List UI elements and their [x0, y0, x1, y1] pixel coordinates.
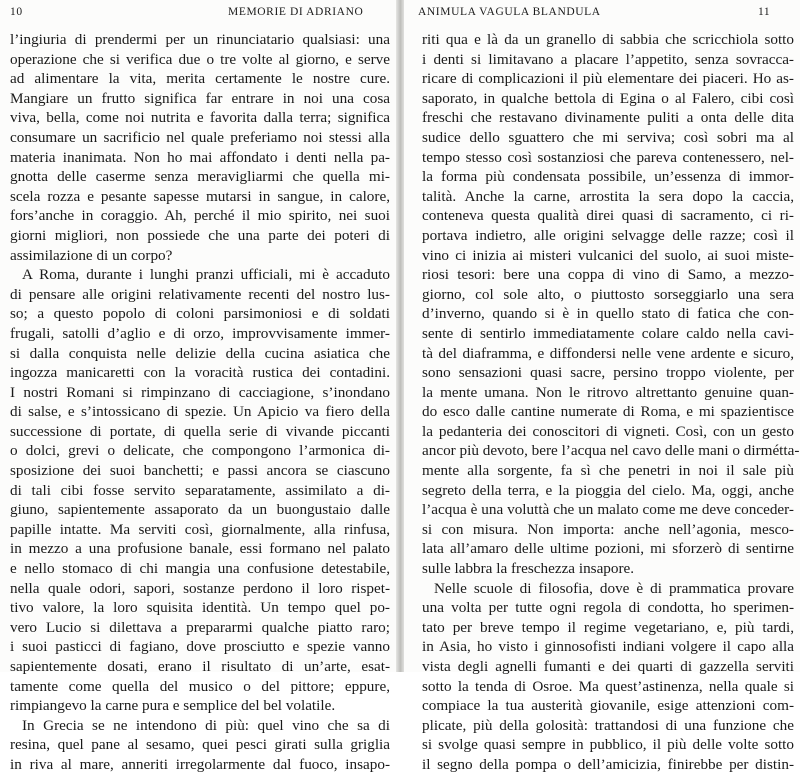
text-line: in mezzo a una profusione banale, essi formano nel palato [10, 540, 390, 558]
text-line: giuno, sapientemente assaporato da un buongustaio dalle [10, 501, 390, 519]
text-line: si dalla conquista nelle delizie della cucina asiatica che [10, 344, 390, 362]
text-line: o dolci, grevi o delicate, che compongono l’armonica di- [10, 442, 390, 460]
text-line: giorni migliori, non possiede che una parte dei poteri di [10, 226, 390, 244]
text-line: A Roma, durante i lunghi pranzi ufficiali, mi è accaduto [22, 266, 390, 284]
text-line: di salse, e s’intossicano di spezie. Un Apicio va fiero della [10, 403, 390, 421]
text-line: nella quale odori, sapori, sostanze perdono il loro rispet- [10, 579, 390, 597]
text-line: una volta per tutte ogni regola di condotta, ho sperimen- [422, 599, 794, 617]
text-line: so; a questo popolo di coloni parsimoniosi e di soldati [10, 305, 390, 323]
text-line: segreto della terra, e la pioggia del cielo. Ma, oggi, anche [422, 481, 794, 499]
text-line: e nello stomaco di chi mangia una confusione detestabile, [10, 560, 390, 578]
right-running-title: ANIMULA VAGULA BLANDULA [418, 6, 601, 18]
text-line: sulle labbra la freschezza insapore. [422, 560, 635, 578]
text-line: si svolge quasi sempre in pubblico, il più delle volte sotto [422, 736, 794, 754]
text-line: papille intatte. Ma serviti così, giornalmente, alla rinfusa, [10, 520, 390, 538]
text-line: il segno della pompa o dell’amicizia, finirebbe per distin- [422, 755, 794, 773]
text-line: d’inverno, quando si è in quello stato di fatica che con- [422, 305, 794, 323]
text-line: tato per breve tempo il regime vegetariano, e, più tardi, [422, 618, 794, 636]
text-line: la mente umana. Non le ritrovo altrettanto genuine quan- [422, 383, 794, 401]
text-line: la pedanteria dei conoscitori di vigneti. Così, con un gesto [422, 422, 794, 440]
text-line: la forma più condensata possibile, un’essenza di immor- [422, 168, 794, 186]
left-page [0, 0, 398, 773]
text-line: sudice dello sguattero che mi serviva; così sobri ma al [422, 128, 794, 146]
text-line: assimilazione di un corpo? [10, 246, 173, 264]
left-page-number: 10 [10, 6, 23, 18]
text-line: saporato, in qualche bettola di Egina o al Falero, cibi così [422, 89, 794, 107]
text-line: ricare di complicazioni il più elementare dei piaceri. Ho as- [422, 70, 794, 88]
text-line: I nostri Romani si rimpinzano di cacciagione, s’inondano [10, 383, 390, 401]
text-line: i denti si limitavano a placare l’appetito, senza sovracca- [422, 50, 794, 68]
text-line: materia inanimata. Non ho mai affondato i denti nella pa- [10, 148, 390, 166]
text-line: i suoi pasticci di fagiano, dove prosciutto e spezie vanno [10, 638, 390, 656]
text-line: vero Lucio si dilettava a prepararmi qualche piatto raro; [10, 618, 390, 636]
text-line: tà del diaframma, e diffondersi nelle vene ardente e sicuro, [422, 344, 794, 362]
text-line: sposizione dei suoi banchetti; e passi ancora se ciascuno [10, 462, 390, 480]
text-line: In Grecia se ne intendono di più: quel vino che sa di [22, 716, 390, 734]
text-line: rimpiangevo la carne pura e semplice del bel volatile. [10, 697, 336, 715]
text-line: riti qua e là da un granello di sabbia che scricchiola sotto [422, 31, 794, 48]
text-line: plicate, più della golosità: trattandosi di una funzione che [422, 716, 794, 734]
text-line: in riva al mare, anneriti irregolarmente dal fuoco, insapo- [10, 755, 390, 773]
text-line: si con misura. Non importa: anche nell’agonia, mesco- [422, 520, 794, 538]
text-line: l’ingiuria di prendermi per un rinunciatario qualsiasi: una [10, 31, 390, 48]
text-line: tivo valore, la loro squisita identità. Un tempo quel po- [10, 599, 390, 617]
text-line: di tali cibi fosse servito separatamente, assimilato a di- [10, 481, 390, 499]
text-line: do esco dalle cantine numerate di Roma, e mi spazientisce [422, 403, 794, 421]
text-line: sente di sentirlo immediatamente colare caldo nella cavi- [422, 324, 794, 342]
left-running-title: MEMORIE DI ADRIANO [228, 6, 364, 18]
text-line: tempo stesso così sostanziosi che pareva contenessero, nel- [422, 148, 794, 166]
right-page [404, 0, 800, 773]
text-line: scela rozza e pesante sapesse mutarsi in sangue, in calore, [10, 187, 390, 205]
text-line: sapientemente dosati, erano il risultato di un’arte, esat- [10, 658, 390, 675]
text-line: resina, quel pane al sesamo, quei pesci girati sulla griglia [10, 736, 390, 754]
text-line: Nelle scuole di filosofia, dove è di prammatica provare [434, 579, 794, 597]
text-line: successione di portate, di quella serie di vivande piccanti [10, 422, 390, 440]
text-line: operazione che si verifica due o tre volte al giorno, e serve [10, 50, 390, 68]
text-line: portava indietro, alle origini selvagge delle razze; così il [422, 226, 794, 244]
text-line: vino ci inizia ai misteri vulcanici del suolo, ai suoi miste- [422, 246, 794, 264]
text-line: talità. Anche la carne, arrostita la sera dopo la caccia, [422, 187, 794, 205]
text-line: mente alla sorgente, fa sì che penetri in noi il sale più [422, 462, 794, 480]
text-line: gnotta delle caserme senza meravigliarmi che quella mi- [10, 168, 390, 186]
text-line: consumare un sacrificio nel quale preferiamo noi stessi alla [10, 128, 390, 146]
text-line: giorno, col sole alto, o piuttosto sorseggiarlo una sera [422, 285, 794, 303]
right-page-number: 11 [758, 6, 771, 18]
text-line: Mangiare un frutto significa far entrare in noi una cosa [10, 89, 390, 107]
text-line: in Asia, ho visto i ginnosofisti indiani volgere il capo alla [422, 638, 794, 656]
text-line: fors’anche in coraggio. Ah, perché il mio spirito, nei suoi [10, 207, 390, 225]
text-line: di pensare alle origini relativamente recenti del nostro lus- [10, 285, 390, 303]
text-line: lata all’amaro delle ultime pozioni, mi sforzerò di sentirne [422, 540, 794, 558]
text-line: tamente come quella del musico o del pittore; eppure, [10, 677, 390, 695]
text-line: l’acqua è una voluttà che un malato come me deve conceder- [422, 501, 794, 519]
text-line: frugali, satolli d’aglio e di orzo, improvvisamente immer- [10, 324, 390, 342]
text-line: sono sensazioni quasi sacre, persino troppo violente, per [422, 364, 794, 382]
text-line: vista degli agnelli fumanti e dei quarti di gazzella serviti [422, 658, 794, 675]
text-line: riosi tesori: bere una coppa di vino di Samo, a mezzo- [422, 266, 794, 284]
text-line: viva, bella, come noi nutrita e favorita dalla terra; significa [10, 109, 390, 127]
text-line: ad alimentare la vita, merita certamente le nostre cure. [10, 70, 390, 88]
right-page-text [422, 30, 800, 775]
text-line: freschi che restavano divinamente puliti a onta delle dita [422, 109, 794, 127]
left-page-text [10, 30, 390, 775]
text-line: ancor più devoto, bere l’acqua nel cavo delle mani o dirmétta- [422, 442, 800, 460]
text-line: sotto la tenda di Osroe. Ma quest’astinenza, nella quale si [422, 677, 794, 695]
text-line: ingozza manicaretti con la voracità rustica dei contadini. [10, 364, 390, 382]
text-line: conteneva questa qualità direi quasi di sacramento, ci ri- [422, 207, 794, 225]
text-line: compiace la tua austerità giovanile, esige attenzioni com- [422, 697, 794, 715]
